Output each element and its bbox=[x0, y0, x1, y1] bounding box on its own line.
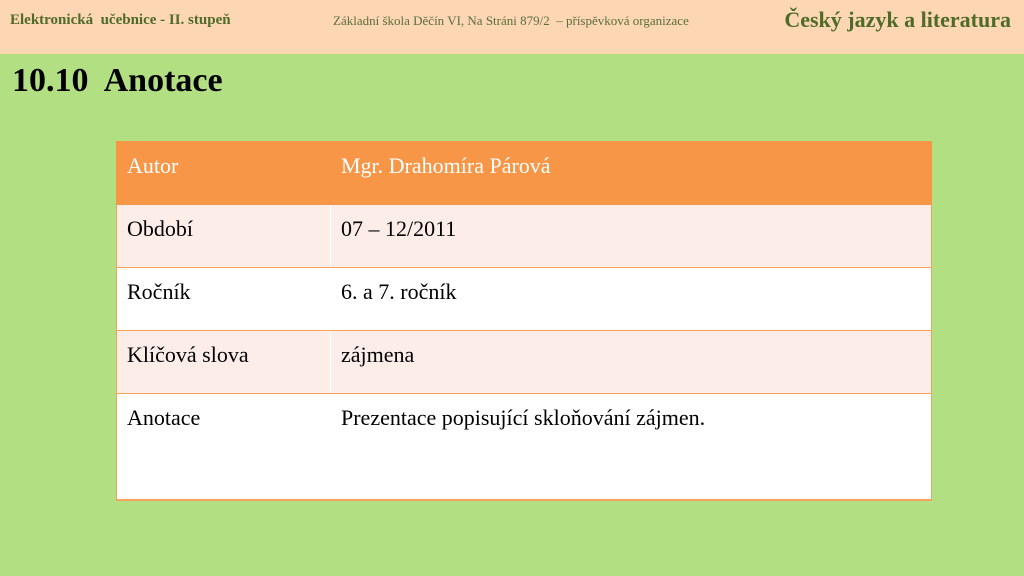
table-row bbox=[117, 331, 932, 394]
row-label: Období bbox=[117, 205, 331, 268]
page-title: 10.10 Anotace bbox=[12, 62, 223, 99]
row-value: zájmena bbox=[331, 331, 932, 394]
header-left-text: Elektronická učebnice - II. stupeň bbox=[10, 12, 231, 28]
row-value: Prezentace popisující skloňování zájmen. bbox=[331, 394, 932, 501]
header-school-text: Základní škola Děčín VI, Na Stráni 879/2 – příspěvková organizace bbox=[333, 13, 689, 28]
table-header-row bbox=[117, 142, 932, 205]
row-value: 6. a 7. ročník bbox=[331, 268, 932, 331]
table-header-value: Mgr. Drahomíra Párová bbox=[331, 142, 932, 205]
annotation-table bbox=[116, 141, 932, 501]
row-label: Ročník bbox=[117, 268, 331, 331]
header-band bbox=[0, 0, 1024, 54]
row-label: Klíčová slova bbox=[117, 331, 331, 394]
table-row bbox=[117, 394, 932, 501]
header-subject-text: Český jazyk a literatura bbox=[784, 7, 1011, 32]
table-row bbox=[117, 205, 932, 268]
table-header-label: Autor bbox=[117, 142, 331, 205]
table-row bbox=[117, 268, 932, 331]
row-value: 07 – 12/2011 bbox=[331, 205, 932, 268]
row-label: Anotace bbox=[117, 394, 331, 501]
